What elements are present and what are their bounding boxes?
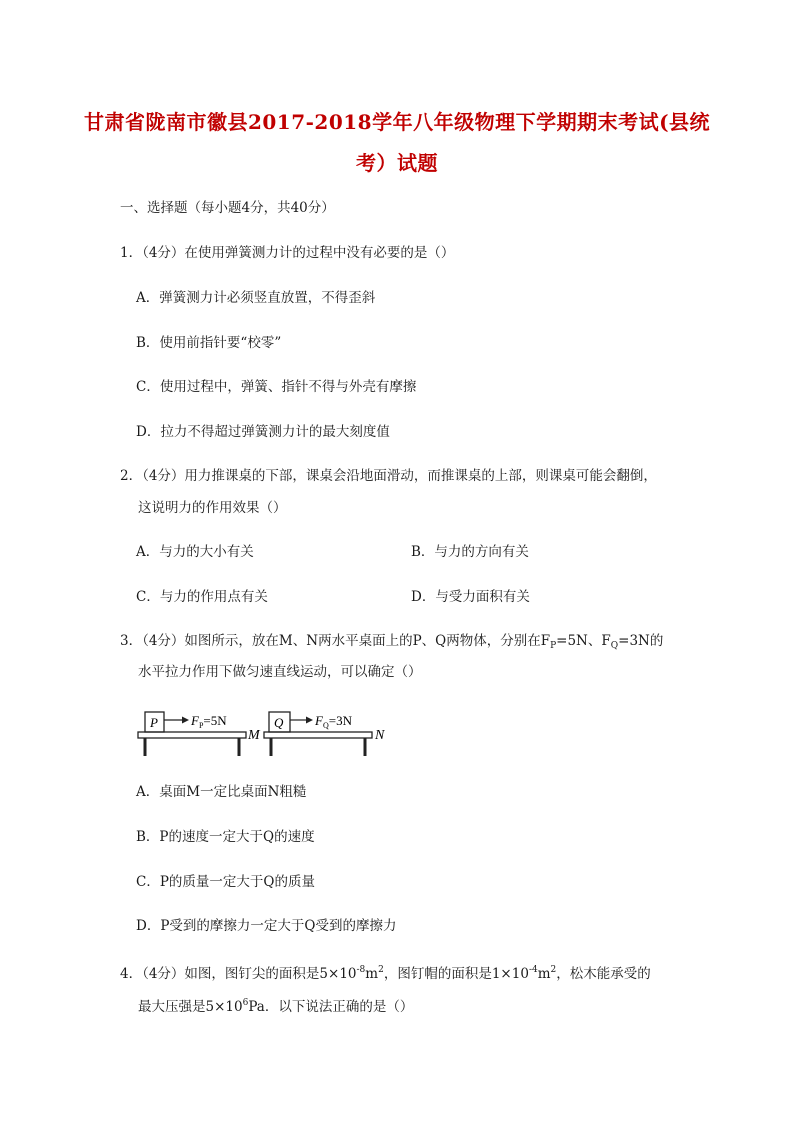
question-3-option-d: D．P受到的摩擦力一定大于Q受到的摩擦力	[136, 918, 397, 934]
question-4-text-e: ，松木能承受的	[556, 966, 651, 982]
question-4-text-f: 最大压强是5×10	[138, 999, 243, 1015]
question-4-text-b: m	[365, 966, 379, 982]
exponent-2: -4	[528, 965, 538, 975]
question-4-stem-line-1	[120, 960, 651, 984]
question-1-option-c: C．使用过程中，弹簧、指针不得与外壳有摩擦	[136, 379, 417, 395]
question-1-stem: 1．（4分）在使用弹簧测力计的过程中没有必要的是（）	[120, 245, 455, 261]
square-2: 2	[550, 965, 557, 975]
question-3-stem-text-a: 3．（4分）如图所示，放在M、N两水平桌面上的P、Q两物体，分别在F	[120, 633, 551, 649]
question-1-option-d: D．拉力不得超过弹簧测力计的最大刻度值	[136, 424, 390, 440]
question-2-stem-line-1: 2．（4分）用力推课桌的下部，课桌会沿地面滑动，而推课桌的上部，则课桌可能会翻倒，	[120, 468, 657, 484]
table-m-top	[138, 732, 246, 738]
exponent-1: -8	[356, 965, 366, 975]
question-2-stem-line-2: 这说明力的作用效果（）	[138, 500, 287, 516]
question-2-option-b: B．与力的方向有关	[411, 544, 529, 560]
question-3-option-b: B．P的速度一定大于Q的速度	[136, 829, 315, 845]
question-4-text-g: Pa．以下说法正确的是（）	[248, 999, 414, 1015]
block-q-label: Q	[274, 715, 284, 730]
question-3-stem-line-2: 水平拉力作用下做匀速直线运动，可以确定（）	[138, 664, 422, 680]
force-q-label: $F_Q=3N$	[315, 713, 352, 730]
force-p-subscript: P	[550, 641, 557, 651]
question-3-option-a: A．桌面M一定比桌面N粗糙	[136, 784, 307, 800]
square-1: 2	[378, 965, 384, 975]
document-title-line-2: 考）试题	[356, 151, 438, 175]
table-n-label: N	[375, 728, 385, 743]
section-heading: 一、选择题（每小题4分，共40分）	[120, 200, 335, 216]
force-q-subscript: Q	[610, 641, 619, 651]
question-1-option-b: B．使用前指针要“校零”	[136, 335, 282, 351]
question-4-text-d: m	[537, 966, 551, 982]
question-4-stem-line-2	[138, 993, 413, 1017]
table-m-label: M	[248, 728, 260, 743]
question-3-stem-text-c: =3N的	[618, 633, 664, 649]
force-p-label: $F_P=5N$	[191, 713, 227, 730]
question-3-figure	[130, 704, 400, 760]
question-2-option-c: C．与力的作用点有关	[136, 589, 268, 605]
question-3-option-c: C．P的质量一定大于Q的质量	[136, 874, 315, 890]
document-title-line-1: 甘肃省陇南市徽县2017-2018学年八年级物理下学期期末考试(县统	[83, 110, 711, 134]
question-3-stem-line-1	[120, 631, 663, 656]
question-3-stem-text-b: =5N、F	[556, 633, 611, 649]
force-q-arrowhead	[306, 717, 313, 724]
block-p-label: P	[150, 715, 158, 730]
table-n-top	[264, 732, 372, 738]
exponent-3: 6	[242, 998, 249, 1008]
question-2-option-a: A．与力的大小有关	[136, 544, 254, 560]
question-4-text-a: 4．（4分）如图，图钉尖的面积是5×10	[120, 966, 357, 982]
question-1-option-a: A．弹簧测力计必须竖直放置，不得歪斜	[136, 290, 376, 306]
question-2-option-d: D．与受力面积有关	[411, 589, 530, 605]
question-4-text-c: ，图钉帽的面积是1×10	[383, 966, 529, 982]
force-p-arrowhead	[182, 717, 189, 724]
